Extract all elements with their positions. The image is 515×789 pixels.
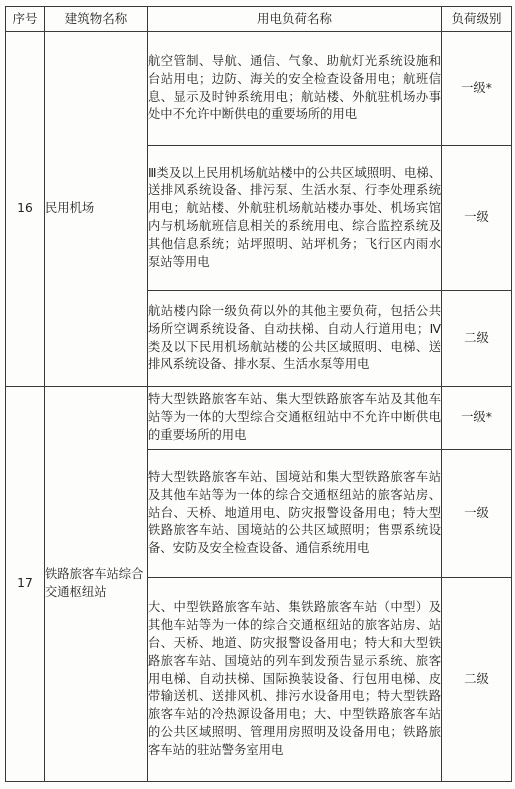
building-name: 民用机场 <box>45 32 148 387</box>
header-load: 用电负荷名称 <box>148 7 442 32</box>
load-level: 一级 <box>442 146 512 291</box>
row-seq: 16 <box>6 32 45 387</box>
header-seq: 序号 <box>6 7 45 32</box>
row-seq: 17 <box>6 387 45 782</box>
load-description: 航站楼内除一级负荷以外的其他主要负荷，包括公共场所空调系统设备、自动扶梯、自动人行道用电；Ⅳ类及以下民用机场航站楼的公共区域照明、电梯、送排风系统设备、排水泵、生活水泵等用电 <box>148 291 442 387</box>
load-level: 二级 <box>442 291 512 387</box>
load-classification-table <box>5 6 512 782</box>
header-building: 建筑物名称 <box>45 7 148 32</box>
load-level: 一级* <box>442 387 512 450</box>
load-level: 二级 <box>442 578 512 782</box>
load-description: Ⅲ类及以上民用机场航站楼中的公共区域照明、电梯、送排风系统设备、排污泵、生活水泵、行李处理系统用电；航站楼、外航驻机场航站楼办事处、机场宾馆内与机场航班信息相关的系统用电、综合监控系统及其他信息系统；站坪照明、站坪机务；飞行区内雨水泵站等用电 <box>148 146 442 291</box>
load-level: 一级* <box>442 32 512 146</box>
building-name: 铁路旅客车站综合交通枢纽站 <box>45 387 148 782</box>
table-row <box>6 32 512 146</box>
table-header-row <box>6 7 512 32</box>
load-description: 航空管制、导航、通信、气象、助航灯光系统设施和台站用电；边防、海关的安全检查设备用电；航班信息、显示及时钟系统用电；航站楼、外航驻机场办事处中不允许中断供电的重要场所的用电 <box>148 32 442 146</box>
load-description: 特大型铁路旅客车站、国境站和集大型铁路旅客车站及其他车站等为一体的综合交通枢纽站的旅客站房、站台、天桥、地道用电、防灾报警设备用电；特大型铁路旅客车站、国境站的公共区域照明；售票系统设备、安防及安全检查设备、通信系统用电 <box>148 450 442 578</box>
load-level: 一级 <box>442 450 512 578</box>
table-row <box>6 387 512 450</box>
load-description: 大、中型铁路旅客车站、集铁路旅客车站（中型）及其他车站等为一体的综合交通枢纽站的旅客站房、站台、天桥、地道、防灾报警设备用电；特大和大型铁路旅客车站、国境站的列车到发预告显示系统、旅客用电梯、自动扶梯、国际换装设备、行包用电梯、皮带输送机、送排风机、排污水设备用电；特大型铁路旅客车站的冷热源设备用电；大、中型铁路旅客车站的公共区域照明、管理用房照明及设备用电；铁路旅客车站的驻站警务室用电 <box>148 578 442 782</box>
load-description: 特大型铁路旅客车站、集大型铁路旅客车站及其他车站等为一体的大型综合交通枢纽站中不允许中断供电的重要场所的用电 <box>148 387 442 450</box>
header-level: 负荷级别 <box>442 7 512 32</box>
